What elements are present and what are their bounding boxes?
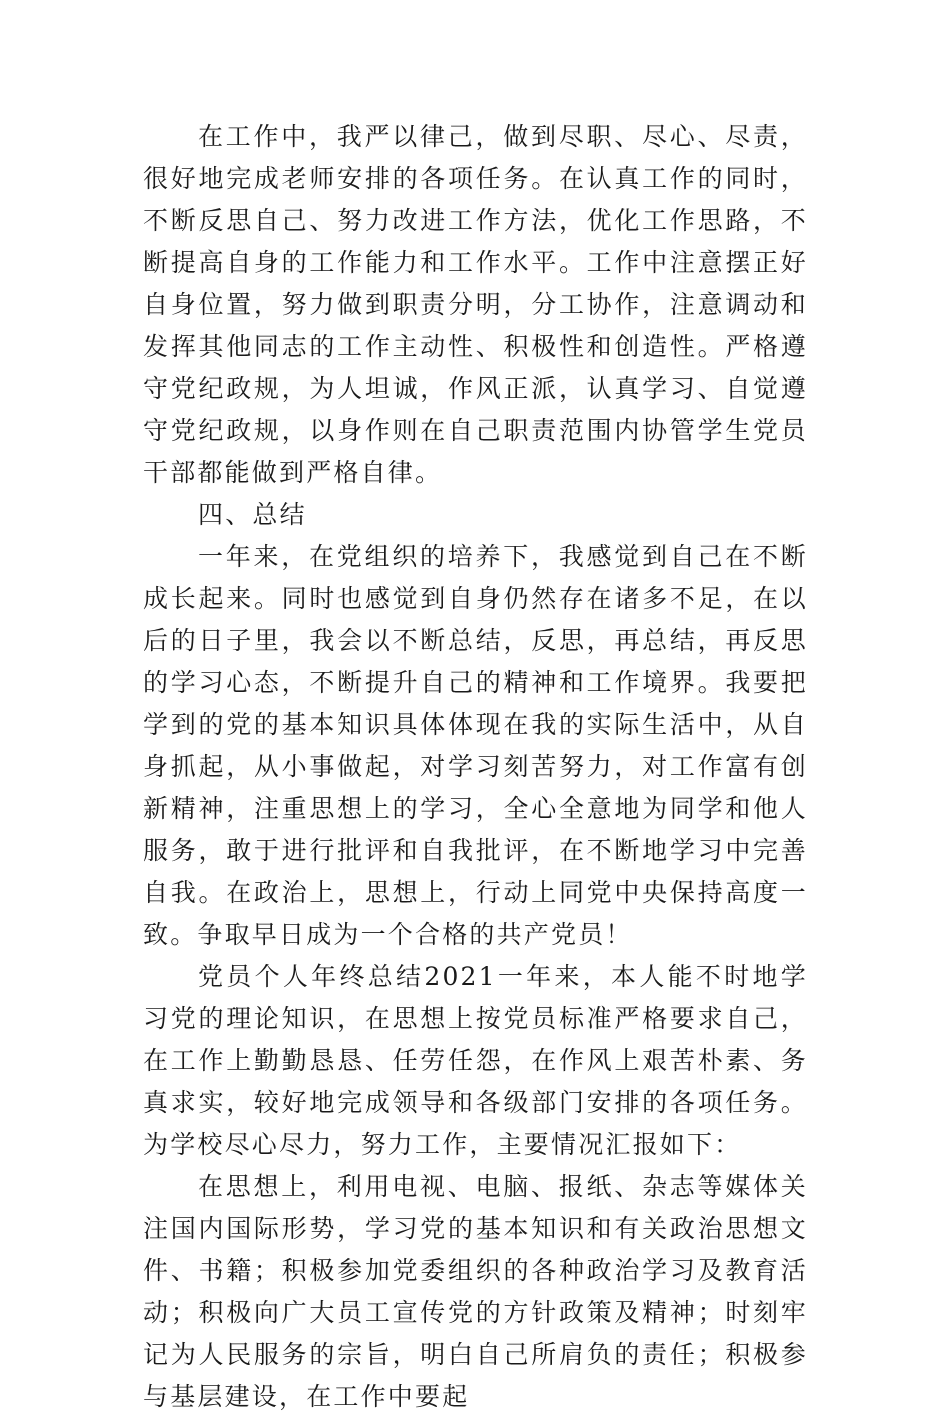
paragraph-year-summary: 一年来，在党组织的培养下，我感觉到自己在不断成长起来。同时也感觉到自身仍然存在诸多不足，在以后的日子里，我会以不断总结，反思，再总结，再反思的学习心态，不断提升自己的精神和工作境界。我要把学到的党的基本知识具体体现在我的实际生活中，从自身抓起，从小事做起，对学习刻苦努力，对工作富有创新精神，注重思想上的学习，全心全意地为同学和他人服务，敢于进行批评和自我批评，在不断地学习中完善自我。在政治上，思想上，行动上同党中央保持高度一致。争取早日成为一个合格的共产党员！	[143, 542, 808, 949]
section-heading-summary: 四、总结	[198, 500, 307, 529]
document-body	[143, 116, 808, 1418]
paragraph-annual-report-intro: 党员个人年终总结2021一年来，本人能不时地学习党的理论知识，在思想上按党员标准严格要求自己，在工作上勤勤恳恳、任劳任怨，在作风上艰苦朴素、务真求实，较好地完成领导和各级部门安排的各项任务。为学校尽心尽力，努力工作，主要情况汇报如下：	[143, 962, 808, 1159]
paragraph-ideology: 在思想上，利用电视、电脑、报纸、杂志等媒体关注国内国际形势，学习党的基本知识和有关政治思想文件、书籍；积极参加党委组织的各种政治学习及教育活动；积极向广大员工宣传党的方针政策及精神；时刻牢记为人民服务的宗旨，明白自己所肩负的责任；积极参与基层建设，在工作中要起	[143, 1172, 808, 1411]
paragraph-work-discipline: 在工作中，我严以律己，做到尽职、尽心、尽责，很好地完成老师安排的各项任务。在认真工作的同时，不断反思自己、努力改进工作方法，优化工作思路，不断提高自身的工作能力和工作水平。工作中注意摆正好自身位置，努力做到职责分明，分工协作，注意调动和发挥其他同志的工作主动性、积极性和创造性。严格遵守党纪政规，为人坦诚，作风正派，认真学习、自觉遵守党纪政规，以身作则在自己职责范围内协管学生党员干部都能做到严格自律。	[143, 122, 808, 487]
